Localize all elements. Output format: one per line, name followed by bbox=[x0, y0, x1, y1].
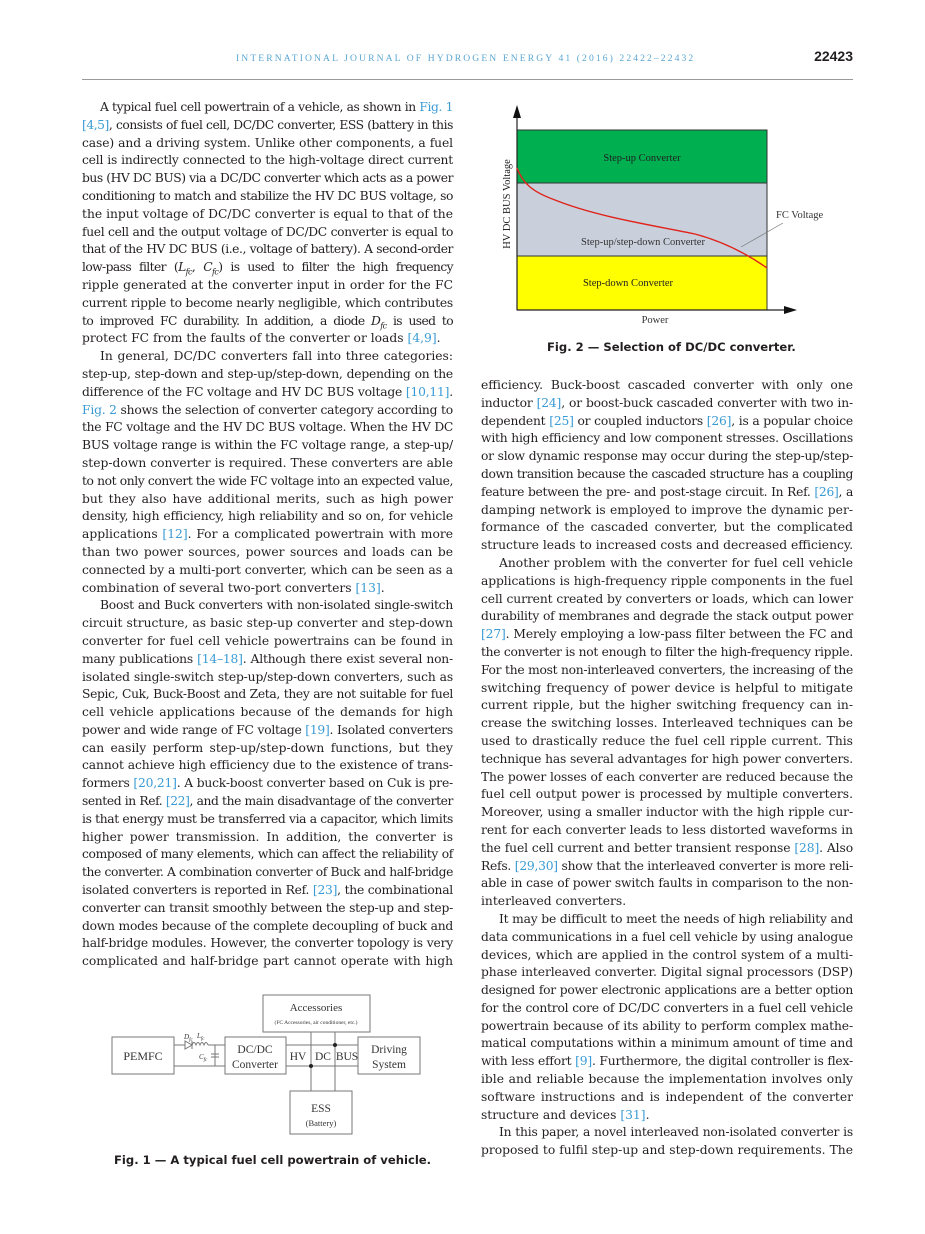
right-column bbox=[481, 377, 853, 1160]
citation-link[interactable]: [26] bbox=[814, 484, 839, 499]
text-line bbox=[481, 573, 853, 591]
text-line bbox=[481, 484, 853, 502]
text-line bbox=[481, 893, 853, 911]
text-span: Refs. bbox=[481, 858, 515, 873]
citation-link[interactable]: [9] bbox=[575, 1054, 592, 1069]
citation-link[interactable]: [20,21] bbox=[133, 776, 177, 791]
text-span: The power losses of each converter are reduced because the bbox=[481, 769, 853, 784]
fig1-label-dcdc-1: DC/DC bbox=[237, 1044, 273, 1056]
text-line bbox=[481, 1018, 853, 1036]
text-line bbox=[481, 1107, 853, 1125]
text-span: . For a complicated powertrain with more bbox=[187, 527, 453, 542]
text-span: Sepic, Cuk, Buck-Boost and Zeta, they are not suitable for fuel bbox=[82, 687, 453, 702]
fig1-label-cap: $C_{fc}$ bbox=[199, 1053, 208, 1063]
text-span: , consists of fuel cell, DC/DC converter, ESS (battery in this bbox=[108, 117, 453, 132]
text-line bbox=[481, 1035, 853, 1053]
text-line bbox=[481, 1124, 853, 1142]
text-line bbox=[481, 448, 853, 466]
text-span: Boost and Buck converters with non-isolated single-switch bbox=[100, 598, 453, 613]
text-span: many publications bbox=[82, 651, 198, 666]
text-line bbox=[82, 135, 453, 153]
text-line bbox=[82, 188, 453, 206]
text-line bbox=[82, 384, 453, 402]
text-span: composed of many elements, which can affect the reliability of bbox=[82, 847, 453, 862]
text-span: . Although there exist several non- bbox=[242, 651, 453, 666]
fig1-label-accessories-sub: (FC Accessories, air conditioner, etc.) bbox=[274, 1020, 358, 1026]
text-line bbox=[481, 929, 853, 947]
fig2-chart bbox=[495, 100, 845, 335]
citation-link[interactable]: [24] bbox=[536, 395, 562, 410]
text-span: ible and reliable because the implementation involves only bbox=[481, 1072, 853, 1087]
text-span: step-up, step-down and step-up/step-down, depending on the bbox=[82, 366, 453, 381]
text-line bbox=[481, 875, 853, 893]
citation-link[interactable]: [13] bbox=[355, 580, 381, 595]
figure-1 bbox=[108, 990, 428, 1138]
text-line bbox=[481, 1071, 853, 1089]
text-span: , or boost-buck cascaded converter with two in- bbox=[561, 395, 853, 410]
text-span: power and wide range of FC voltage bbox=[82, 722, 306, 737]
text-line bbox=[82, 508, 453, 526]
text-line bbox=[481, 519, 853, 537]
subscript: fc bbox=[380, 321, 387, 331]
text-line bbox=[82, 597, 453, 615]
text-line bbox=[82, 793, 453, 811]
fig1-label-ess-sub: (Battery) bbox=[305, 1118, 337, 1128]
fig1-diagram bbox=[108, 990, 428, 1138]
text-span: but they also have additional merits, such as high power bbox=[82, 491, 453, 506]
fig1-label-dcdc-2: Converter bbox=[232, 1059, 278, 1071]
text-span: half-bridge modules. However, the converter topology is very bbox=[82, 936, 453, 951]
text-span: the converter is not enough to filter the high-frequency ripple. bbox=[481, 644, 853, 659]
text-line bbox=[481, 608, 853, 626]
text-span: formance of the cascaded converter, but the complicated bbox=[481, 520, 853, 535]
text-span: sented in Ref. bbox=[82, 794, 166, 809]
text-span: higher power transmission. In addition, the converter is bbox=[82, 829, 453, 844]
text-span: crease the switching losses. Interleaved techniques can be bbox=[481, 716, 853, 731]
text-line bbox=[481, 662, 853, 680]
fig2-x-label: Power bbox=[641, 315, 669, 326]
text-line bbox=[82, 313, 453, 331]
citation-link[interactable]: [19] bbox=[305, 722, 330, 737]
text-line bbox=[82, 846, 453, 864]
fig1-label-hv: HV bbox=[289, 1051, 307, 1063]
text-span: cell current created by converters or loads, which can lower bbox=[481, 591, 853, 606]
fig1-caption: Fig. 1 — A typical fuel cell powertrain of vehicle. bbox=[114, 1153, 432, 1167]
text-span: down transition because the cascaded structure has a coupling bbox=[481, 466, 853, 481]
text-span: Moreover, using a smaller inductor with the high ripple cur- bbox=[481, 805, 853, 820]
text-span: with high efficiency and low component stresses. Oscillations bbox=[481, 431, 853, 446]
text-line bbox=[82, 651, 453, 669]
citation-link[interactable]: [23] bbox=[312, 883, 338, 898]
text-line bbox=[82, 829, 453, 847]
text-span: than two power sources, power sources and loads can be bbox=[82, 544, 453, 559]
citation-link[interactable]: [27] bbox=[481, 627, 506, 642]
fig1-label-diode: $D_{fc}$ bbox=[184, 1033, 193, 1043]
page-number: 22423 bbox=[814, 48, 853, 64]
text-line bbox=[82, 882, 453, 900]
text-span: . Also bbox=[819, 840, 854, 855]
text-line bbox=[82, 935, 453, 953]
text-line bbox=[82, 722, 453, 740]
fig1-label-inductor: $L_{fc}$ bbox=[197, 1032, 205, 1042]
text-span: feature between the pre- and post-stage circuit. In Ref. bbox=[481, 484, 815, 499]
text-span: In general, DC/DC converters fall into three categories: bbox=[100, 349, 453, 364]
text-span: with less effort bbox=[481, 1054, 576, 1069]
fig1-label-pemfc: PEMFC bbox=[123, 1049, 163, 1063]
fig2-region-label-step-down: Step-down Converter bbox=[582, 278, 674, 289]
text-line bbox=[481, 395, 853, 413]
citation-link[interactable]: [22] bbox=[165, 794, 190, 809]
text-span: technique has several advantages for high power converters. bbox=[481, 751, 853, 766]
text-span: , is a popular choice bbox=[731, 413, 854, 428]
text-span: bus (HV DC BUS) via a DC/DC converter which acts as a power bbox=[82, 171, 453, 186]
text-span: connected by a multi-port converter, which can be seen as a bbox=[82, 562, 453, 577]
text-span: . A buck-boost converter based on Cuk is pre- bbox=[176, 776, 453, 791]
text-line bbox=[82, 117, 453, 135]
fig2-y-label: HV DC BUS Voltage bbox=[502, 159, 513, 249]
text-line bbox=[481, 804, 853, 822]
text-span: fuel cell and the output voltage of DC/DC converter is equal to bbox=[82, 224, 453, 239]
fig1-junction-2 bbox=[309, 1064, 313, 1068]
text-span: current ripple to become nearly negligible, which contributes bbox=[82, 295, 453, 310]
text-span: the input voltage of DC/DC converter is equal to that of the bbox=[82, 206, 453, 221]
text-line bbox=[481, 715, 853, 733]
text-span: the converter. A combination converter of Buck and half-bridge bbox=[82, 865, 453, 880]
text-span: . bbox=[436, 331, 441, 346]
text-span: ripple generated at the converter input in order for the FC bbox=[82, 277, 453, 292]
text-span: , and the main disadvantage of the converter bbox=[189, 794, 453, 809]
text-line bbox=[481, 822, 853, 840]
text-span: the fuel cell current and better transient response bbox=[481, 840, 795, 855]
text-line bbox=[481, 537, 853, 555]
text-span: structure leads to increased costs and decreased efficiency. bbox=[481, 538, 854, 553]
text-line bbox=[82, 704, 453, 722]
fig1-label-accessories: Accessories bbox=[289, 1002, 343, 1014]
text-line bbox=[82, 402, 453, 420]
text-span: rent for each converter leads to less distorted waveforms in bbox=[481, 822, 853, 837]
text-line bbox=[82, 366, 453, 384]
text-span: low-pass filter ( bbox=[82, 260, 179, 275]
text-line bbox=[82, 757, 453, 775]
text-line bbox=[481, 555, 853, 573]
text-line bbox=[82, 562, 453, 580]
text-line bbox=[481, 466, 853, 484]
citation-link[interactable]: [26] bbox=[706, 413, 732, 428]
text-line bbox=[481, 1053, 853, 1071]
text-span: For the most non-interleaved converters, the increasing of the bbox=[481, 662, 853, 677]
text-line bbox=[481, 377, 853, 395]
citation-link[interactable]: [12] bbox=[162, 527, 188, 542]
text-line bbox=[82, 473, 453, 491]
text-span: cell is indirectly connected to the high-voltage direct current bbox=[82, 153, 453, 168]
text-span: converter for fuel cell vehicle powertrains can be found in bbox=[82, 633, 453, 648]
text-span: or coupled inductors bbox=[573, 413, 707, 428]
text-span: Another problem with the converter for fuel cell vehicle bbox=[499, 555, 853, 570]
math-symbol: C bbox=[203, 260, 213, 275]
text-line bbox=[82, 740, 453, 758]
text-span: powertrain because of its ability to perform complex mathe- bbox=[481, 1018, 853, 1033]
text-span: for the control core of DC/DC converters in a fuel cell vehicle bbox=[481, 1000, 853, 1015]
text-line bbox=[82, 633, 453, 651]
subscript: fc bbox=[185, 267, 192, 277]
fig1-inductor bbox=[192, 1043, 208, 1046]
citation-link[interactable]: [28] bbox=[794, 840, 820, 855]
header-rule bbox=[82, 79, 853, 80]
fig1-junction-1 bbox=[333, 1043, 337, 1047]
text-span: ) is used to filter the high frequency bbox=[218, 260, 454, 275]
text-line bbox=[481, 591, 853, 609]
text-line bbox=[82, 491, 453, 509]
text-line bbox=[82, 224, 453, 242]
fig1-label-driving-2: System bbox=[372, 1059, 406, 1071]
text-span: devices, which are applied in the control system of a multi- bbox=[481, 947, 853, 962]
text-line bbox=[82, 437, 453, 455]
fig2-curve-label: FC Voltage bbox=[776, 210, 824, 221]
text-line bbox=[82, 259, 453, 277]
text-span: damping network is employed to improve the dynamic per- bbox=[481, 502, 853, 517]
fig2-y-arrow bbox=[513, 105, 521, 118]
text-line bbox=[82, 277, 453, 295]
text-span: that of the HV DC BUS (i.e., voltage of battery). A second-order bbox=[82, 242, 453, 257]
text-line bbox=[82, 811, 453, 829]
text-span: isolated single-switch step-up/step-down converters, such as bbox=[82, 669, 453, 684]
text-span: efficiency. Buck-boost cascaded converter with only one bbox=[481, 378, 853, 392]
left-column bbox=[82, 99, 453, 971]
text-line bbox=[481, 858, 853, 876]
text-span: the FC voltage and the HV DC BUS voltage. When the HV DC bbox=[82, 420, 453, 435]
math-symbol: L bbox=[178, 260, 186, 275]
text-line bbox=[82, 669, 453, 687]
text-line bbox=[481, 644, 853, 662]
text-span: structure and devices bbox=[481, 1107, 621, 1122]
text-line bbox=[82, 918, 453, 936]
text-line bbox=[481, 626, 853, 644]
text-span: inductor bbox=[481, 395, 537, 410]
text-line bbox=[82, 348, 453, 366]
text-line bbox=[82, 295, 453, 313]
text-span: , a bbox=[838, 484, 854, 499]
text-span: combination of several two-port converters bbox=[82, 580, 356, 595]
text-span: can easily perform step-up/step-down functions, but they bbox=[82, 740, 453, 755]
fig1-label-driving-1: Driving bbox=[371, 1044, 407, 1056]
text-line bbox=[481, 786, 853, 804]
citation-link[interactable]: [31] bbox=[620, 1107, 646, 1122]
text-line bbox=[481, 982, 853, 1000]
text-span: proposed to fulfil step-up and step-down requirements. The bbox=[481, 1143, 853, 1158]
text-line bbox=[82, 170, 453, 188]
text-span: designed for power electronic applications are a better option bbox=[481, 983, 853, 998]
text-line bbox=[82, 99, 453, 117]
text-line bbox=[481, 1089, 853, 1107]
citation-link[interactable]: [25] bbox=[549, 413, 574, 428]
text-span: switching frequency of power device is helpful to mitigate bbox=[481, 680, 853, 695]
text-line bbox=[82, 152, 453, 170]
text-line bbox=[82, 241, 453, 259]
text-line bbox=[82, 775, 453, 793]
subscript: fc bbox=[212, 267, 219, 277]
fig2-region-label-step-up-down: Step-up/step-down Converter bbox=[581, 237, 705, 248]
text-span: or slow dynamic response may occur during the step-up/step- bbox=[481, 449, 853, 464]
text-line bbox=[481, 769, 853, 787]
text-span: shows the selection of converter category according to bbox=[116, 402, 453, 417]
text-line bbox=[481, 911, 853, 929]
text-span: . Merely employing a low-pass filter between the FC and bbox=[505, 627, 853, 642]
text-span: applications is high-frequency ripple components in the fuel bbox=[481, 573, 853, 588]
text-span: BUS voltage range is within the FC voltage range, a step-up/ bbox=[82, 438, 453, 453]
text-span: formers bbox=[82, 776, 134, 791]
text-span: current ripple, but the higher switching frequency can in- bbox=[481, 698, 853, 713]
text-span: software instructions and is independent of the converter bbox=[481, 1089, 853, 1104]
text-line bbox=[481, 502, 853, 520]
fig1-label-bus: BUS bbox=[335, 1051, 359, 1063]
text-span: cell vehicle applications because of the demands for high bbox=[82, 705, 453, 720]
citation-link[interactable]: Fig. 1 bbox=[419, 100, 453, 114]
text-span: fuel cell output power is processed by multiple converters. bbox=[481, 787, 853, 802]
text-line bbox=[481, 1000, 853, 1018]
text-span: conditioning to match and stabilize the HV DC BUS voltage, so bbox=[82, 188, 453, 203]
text-span: converter can transit smoothly between the step-up and step- bbox=[82, 900, 453, 915]
text-line bbox=[82, 544, 453, 562]
text-span: density, high efficiency, high reliability and so on, for vehicle bbox=[82, 509, 453, 524]
text-line bbox=[82, 953, 453, 971]
text-span: complicated and half-bridge part cannot operate with high bbox=[82, 954, 453, 969]
text-span: case) and a driving system. Unlike other components, a fuel bbox=[82, 135, 453, 150]
fig1-label-ess: ESS bbox=[311, 1103, 331, 1115]
text-line bbox=[82, 526, 453, 544]
text-span: dependent bbox=[481, 413, 550, 428]
citation-link[interactable]: [4,9] bbox=[407, 331, 437, 346]
text-span: . bbox=[645, 1107, 650, 1122]
text-span: , the combinational bbox=[337, 883, 453, 898]
text-line bbox=[82, 455, 453, 473]
text-line bbox=[82, 580, 453, 598]
text-span: It may be difficult to meet the needs of high reliability and bbox=[499, 911, 853, 926]
text-span: . bbox=[380, 580, 385, 595]
math-symbol: D bbox=[371, 313, 381, 328]
text-span: phase interleaved converter. Digital signal processors (DSP) bbox=[481, 965, 853, 980]
text-span: to not only convert the wide FC voltage into an expected value, bbox=[82, 473, 453, 488]
citation-link[interactable]: [29,30] bbox=[514, 858, 558, 873]
text-span: cannot achieve high efficiency due to the existence of trans- bbox=[82, 758, 453, 773]
citation-link[interactable]: [14–18] bbox=[197, 651, 243, 666]
text-span: . bbox=[449, 384, 453, 399]
text-span: isolated converters is reported in Ref. bbox=[82, 883, 313, 898]
text-line bbox=[481, 840, 853, 858]
citation-link[interactable]: Fig. 2 bbox=[82, 402, 117, 417]
text-line bbox=[481, 751, 853, 769]
running-header bbox=[82, 48, 853, 80]
text-line bbox=[481, 697, 853, 715]
text-span: able in case of power switch faults in comparison to the non- bbox=[481, 876, 853, 891]
fig2-caption: Fig. 2 — Selection of DC/DC converter. bbox=[547, 340, 796, 354]
figure-2 bbox=[495, 100, 845, 335]
text-span: In this paper, a novel interleaved non-isolated converter is bbox=[499, 1125, 853, 1140]
text-span: difference of the FC voltage and HV DC BUS voltage bbox=[82, 384, 406, 399]
text-span: . Furthermore, the digital controller is flex- bbox=[591, 1054, 853, 1069]
text-span: to improved FC durability. In addition, a diode bbox=[82, 313, 372, 328]
text-line bbox=[82, 900, 453, 918]
fig1-label-dc: DC bbox=[315, 1051, 331, 1063]
citation-link[interactable]: [4,5] bbox=[82, 117, 109, 132]
text-line bbox=[481, 733, 853, 751]
text-span: data communications in a fuel cell vehicle by using analogue bbox=[481, 929, 853, 944]
text-span: is that energy must be transferred via a capacitor, which limits bbox=[82, 811, 453, 826]
text-span: applications bbox=[82, 527, 163, 542]
text-line bbox=[481, 947, 853, 965]
text-line bbox=[82, 206, 453, 224]
text-span: matical computations within a minimum amount of time and bbox=[481, 1036, 853, 1051]
text-line bbox=[481, 680, 853, 698]
journal-title: INTERNATIONAL JOURNAL OF HYDROGEN ENERGY 41 (2016) 22422–22432 bbox=[236, 53, 696, 64]
text-line bbox=[82, 330, 453, 348]
text-span: is used to bbox=[386, 313, 453, 328]
text-span: , bbox=[191, 260, 204, 275]
text-span: A typical fuel cell powertrain of a vehicle, as shown in bbox=[100, 100, 420, 114]
text-line bbox=[481, 964, 853, 982]
text-span: interleaved converters. bbox=[481, 894, 627, 909]
text-line bbox=[82, 864, 453, 882]
text-span: used to drastically reduce the fuel cell ripple current. This bbox=[481, 733, 853, 748]
text-span: circuit structure, as basic step-up converter and step-down bbox=[82, 616, 453, 631]
text-span: show that the interleaved converter is more reli- bbox=[557, 858, 853, 873]
text-line bbox=[481, 1142, 853, 1160]
text-span: durability of membranes and degrade the stack output power bbox=[481, 609, 853, 624]
text-span: . Isolated converters bbox=[329, 722, 453, 737]
text-line bbox=[82, 419, 453, 437]
fig2-x-arrow bbox=[784, 306, 797, 314]
text-span: step-down converter is required. These converters are able bbox=[82, 455, 453, 470]
text-line bbox=[82, 615, 453, 633]
fig2-region-label-step-up: Step-up Converter bbox=[603, 153, 681, 164]
citation-link[interactable]: [10,11] bbox=[405, 384, 450, 399]
text-span: down modes because of the complete decoupling of buck and bbox=[82, 918, 453, 933]
text-line bbox=[481, 430, 853, 448]
text-span: protect FC from the faults of the converter or loads bbox=[82, 331, 408, 346]
text-line bbox=[82, 686, 453, 704]
text-line bbox=[481, 413, 853, 431]
